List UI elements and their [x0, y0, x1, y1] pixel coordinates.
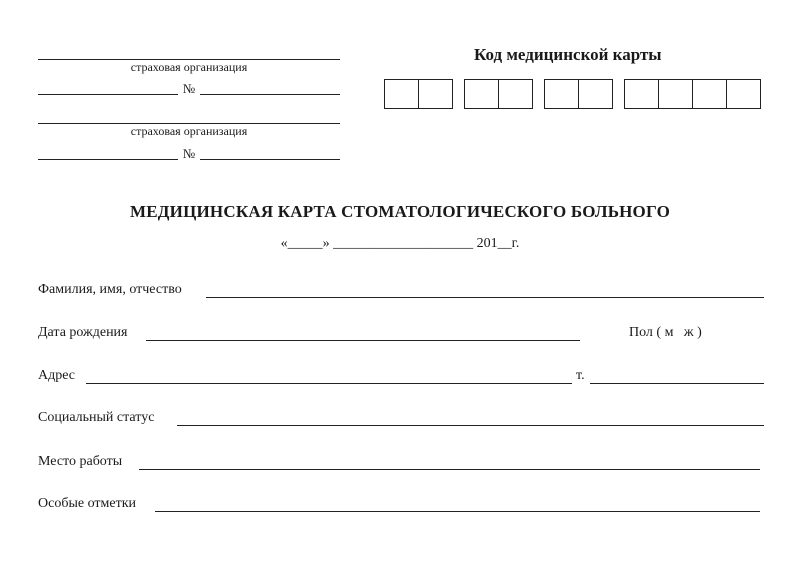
card-code-group-4 — [624, 79, 760, 109]
document-title: МЕДИЦИНСКАЯ КАРТА СТОМАТОЛОГИЧЕСКОГО БОЛЬНОГО — [129, 202, 670, 221]
birth-date-label: Дата рождения — [38, 325, 128, 340]
card-code-cell[interactable] — [658, 79, 693, 109]
fio-line[interactable] — [206, 297, 764, 298]
date-line[interactable]: «_____» ____________________ 201__г. — [280, 236, 520, 251]
special-notes-label: Особые отметки — [38, 496, 136, 511]
card-code-group-1 — [384, 79, 452, 109]
card-code-cell[interactable] — [384, 79, 419, 109]
insurance-number-sign-2: № — [182, 146, 196, 161]
special-notes-line[interactable] — [155, 511, 760, 512]
phone-label: т. — [576, 368, 585, 383]
card-code-cell[interactable] — [544, 79, 579, 109]
card-code-group-3 — [544, 79, 612, 109]
work-place-line[interactable] — [139, 469, 760, 470]
card-code-cell[interactable] — [464, 79, 499, 109]
social-status-label: Социальный статус — [38, 410, 155, 425]
insurance-number-sign-1: № — [182, 81, 196, 96]
card-code-cell[interactable] — [578, 79, 613, 109]
insurance-number-line-2[interactable] — [200, 159, 340, 160]
birth-date-line[interactable] — [146, 340, 580, 341]
sex-label[interactable]: Пол ( м ж ) — [629, 325, 702, 340]
insurance-org-caption-2: страховая организация — [130, 124, 248, 138]
insurance-series-line-1[interactable] — [38, 94, 178, 95]
card-code-cell[interactable] — [418, 79, 453, 109]
address-line[interactable] — [86, 383, 572, 384]
phone-line[interactable] — [590, 383, 764, 384]
insurance-series-line-2[interactable] — [38, 159, 178, 160]
address-label: Адрес — [38, 368, 76, 383]
fio-label: Фамилия, имя, отчество — [38, 282, 182, 297]
work-place-label: Место работы — [38, 454, 123, 469]
card-code-cell[interactable] — [498, 79, 533, 109]
social-status-line[interactable] — [177, 425, 764, 426]
card-code-cell[interactable] — [624, 79, 659, 109]
card-code-cell[interactable] — [726, 79, 761, 109]
insurance-number-line-1[interactable] — [200, 94, 340, 95]
card-code-title: Код медицинской карты — [474, 45, 662, 64]
insurance-org-caption-1: страховая организация — [130, 60, 248, 74]
card-code-group-2 — [464, 79, 532, 109]
card-code-cell[interactable] — [692, 79, 727, 109]
